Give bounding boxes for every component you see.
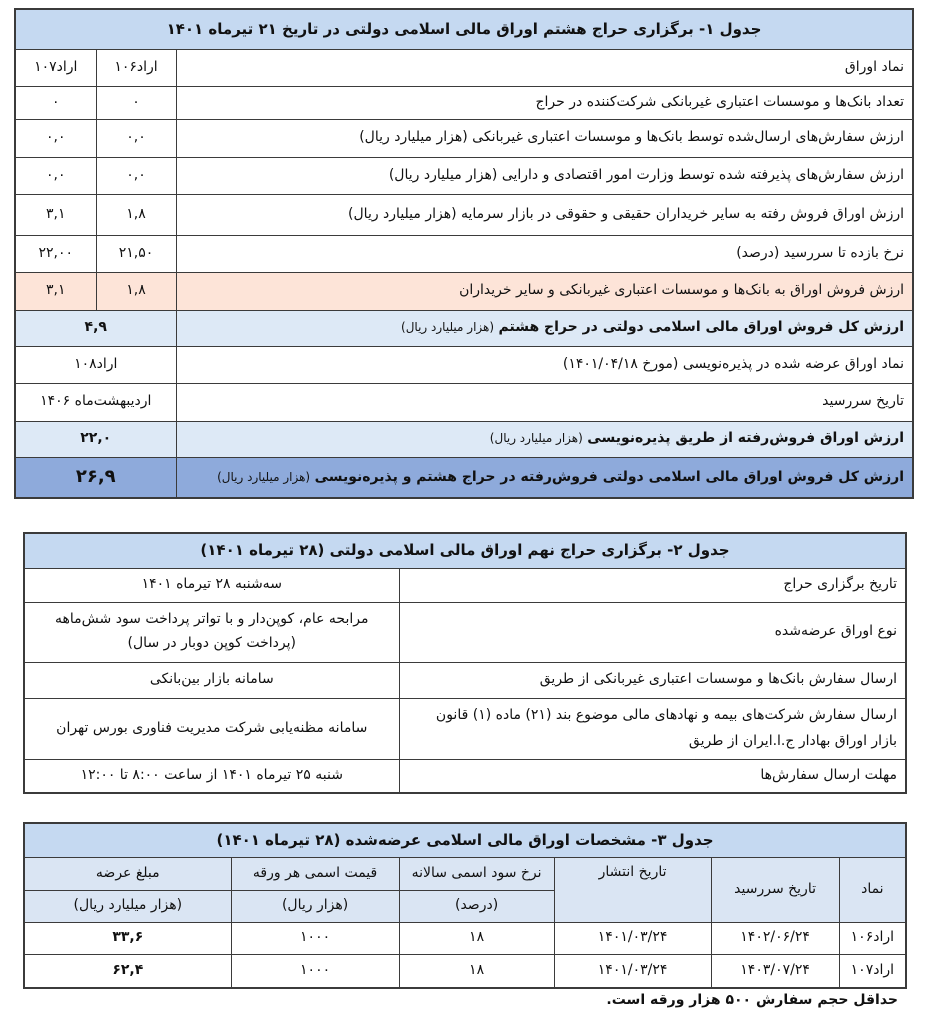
cell-face-value: ۱۰۰۰ bbox=[231, 954, 399, 988]
row-label: ارزش اوراق فروش‌رفته از طریق پذیره‌نویسی bbox=[587, 430, 904, 447]
cell-amount: ۳۳,۶ bbox=[24, 922, 231, 954]
cell-face-value: ۱۰۰۰ bbox=[231, 922, 399, 954]
row-label: تاریخ برگزاری حراج bbox=[399, 568, 906, 602]
cell-rate: ۱۸ bbox=[399, 954, 554, 988]
row-label: نماد اوراق bbox=[176, 49, 913, 86]
grand-total-value: ۲۶,۹ bbox=[15, 457, 176, 498]
row-label: ارسال سفارش بانک‌ها و موسسات اعتباری غیربانکی از طریق bbox=[399, 662, 906, 698]
cell-value: ۰,۰ bbox=[15, 119, 96, 157]
underwriting-sales-row bbox=[15, 421, 913, 457]
table-title: جدول ۱- برگزاری حراج هشتم اوراق مالی اسلامی دولتی در تاریخ ۲۱ تیرماه ۱۴۰۱ bbox=[15, 9, 913, 49]
cell-value: شنبه ۲۵ تیرماه ۱۴۰۱ از ساعت ۸:۰۰ تا ۱۲:۰۰ bbox=[24, 759, 399, 793]
cell-value: ۰ bbox=[96, 86, 176, 119]
row-label: تعداد بانک‌ها و موسسات اعتباری غیربانکی شرکت‌کننده در حراج bbox=[176, 86, 913, 119]
unit-label: (هزار میلیارد ریال) bbox=[401, 320, 495, 335]
cell-value: ۰,۰ bbox=[96, 157, 176, 194]
header-rate-unit: (درصد) bbox=[399, 890, 554, 922]
table-row bbox=[15, 119, 913, 157]
table-row bbox=[24, 759, 906, 793]
cell-value: ۱,۸ bbox=[96, 194, 176, 235]
cell-value: ۲۲,۰۰ bbox=[15, 235, 96, 272]
header-symbol: نماد bbox=[839, 857, 906, 922]
row-label: تاریخ سررسید bbox=[176, 383, 913, 421]
table-row bbox=[15, 235, 913, 272]
header-amount: مبلغ عرضه bbox=[24, 857, 231, 890]
table-row bbox=[24, 954, 906, 988]
row-label: نرخ بازده تا سررسید (درصد) bbox=[176, 235, 913, 272]
table-row bbox=[24, 662, 906, 698]
row-label: ارزش سفارش‌های ارسال‌شده توسط بانک‌ها و موسسات اعتباری غیربانکی (هزار میلیارد ریال) bbox=[176, 119, 913, 157]
row-label: مهلت ارسال سفارش‌ها bbox=[399, 759, 906, 793]
row-label: ارزش فروش اوراق به بانک‌ها و موسسات اعتباری غیربانکی و سایر خریداران bbox=[176, 272, 913, 310]
row-label: نماد اوراق عرضه شده در پذیره‌نویسی (مورخ ۱۴۰۱/۰۴/۱۸) bbox=[176, 346, 913, 383]
row-label: ارزش کل فروش اوراق مالی اسلامی دولتی در حراج هشتم bbox=[498, 319, 904, 336]
cell-value: مرابحه عام، کوپن‌دار و با تواتر پرداخت سود شش‌ماهه bbox=[55, 611, 369, 628]
table-row bbox=[24, 568, 906, 602]
cell-value: ۰ bbox=[15, 86, 96, 119]
table-row bbox=[24, 602, 906, 662]
row-label: ارزش اوراق فروش رفته به سایر خریداران حقیقی و حقوقی در بازار سرمایه (هزار میلیارد ریال) bbox=[176, 194, 913, 235]
cell-value: ۱,۸ bbox=[96, 272, 176, 310]
cell-value: اراد۱۰۷ bbox=[15, 49, 96, 86]
table-row bbox=[15, 49, 913, 86]
cell-maturity: ۱۴۰۲/۰۶/۲۴ bbox=[711, 922, 839, 954]
cell-rate: ۱۸ bbox=[399, 922, 554, 954]
total-auction-row bbox=[15, 310, 913, 346]
cell-value: سامانه بازار بین‌بانکی bbox=[24, 662, 399, 698]
total-value: ۲۲,۰ bbox=[15, 421, 176, 457]
cell-amount: ۶۲,۴ bbox=[24, 954, 231, 988]
table-eighth-auction bbox=[14, 8, 914, 499]
cell-value: سامانه مظنه‌یابی شرکت مدیریت فناوری بورس تهران bbox=[24, 698, 399, 759]
table-row bbox=[15, 194, 913, 235]
header-amount-unit: (هزار میلیارد ریال) bbox=[24, 890, 231, 922]
table-row-highlight bbox=[15, 272, 913, 310]
table-row bbox=[15, 86, 913, 119]
row-label: ارسال سفارش شرکت‌های بیمه و نهادهای مالی موضوع بند (۲۱) ماده (۱) قانون bbox=[435, 707, 897, 724]
header-issue-date: تاریخ انتشار bbox=[554, 857, 711, 922]
table-offered-securities bbox=[23, 822, 907, 989]
unit-label: (هزار میلیارد ریال) bbox=[489, 431, 583, 446]
table-row bbox=[15, 383, 913, 421]
row-label: ارزش سفارش‌های پذیرفته شده توسط وزارت امور اقتصادی و دارایی (هزار میلیارد ریال) bbox=[176, 157, 913, 194]
cell-value: سه‌شنبه ۲۸ تیرماه ۱۴۰۱ bbox=[24, 568, 399, 602]
cell-value: ۳,۱ bbox=[15, 272, 96, 310]
total-value: ۴,۹ bbox=[15, 310, 176, 346]
cell-issue-date: ۱۴۰۱/۰۳/۲۴ bbox=[554, 922, 711, 954]
header-face-unit: (هزار ریال) bbox=[231, 890, 399, 922]
cell-value: اردیبهشت‌ماه ۱۴۰۶ bbox=[15, 383, 176, 421]
cell-symbol: اراد۱۰۶ bbox=[839, 922, 906, 954]
row-label-line2: بازار اوراق بهادار ج.ا.ایران از طریق bbox=[688, 732, 897, 749]
table-row bbox=[24, 698, 906, 759]
table-row bbox=[15, 157, 913, 194]
row-label: ارزش کل فروش اوراق مالی اسلامی دولتی فروش‌رفته در حراج هشتم و پذیره‌نویسی bbox=[314, 468, 904, 485]
header-rate: نرخ سود اسمی سالانه bbox=[399, 857, 554, 890]
table-row bbox=[24, 922, 906, 954]
header-face-value: قیمت اسمی هر ورقه bbox=[231, 857, 399, 890]
cell-value: اراد۱۰۸ bbox=[15, 346, 176, 383]
table-title: جدول ۳- مشخصات اوراق مالی اسلامی عرضه‌شده (۲۸ تیرماه ۱۴۰۱) bbox=[24, 823, 906, 857]
cell-value: ۰,۰ bbox=[96, 119, 176, 157]
cell-value: اراد۱۰۶ bbox=[96, 49, 176, 86]
grand-total-row bbox=[15, 457, 913, 498]
cell-maturity: ۱۴۰۳/۰۷/۲۴ bbox=[711, 954, 839, 988]
cell-value-line2: (پرداخت کوپن دوبار در سال) bbox=[127, 635, 296, 651]
cell-value: ۳,۱ bbox=[15, 194, 96, 235]
cell-issue-date: ۱۴۰۱/۰۳/۲۴ bbox=[554, 954, 711, 988]
row-label: نوع اوراق عرضه‌شده bbox=[399, 602, 906, 662]
unit-label: (هزار میلیارد ریال) bbox=[217, 469, 311, 484]
cell-value: ۰,۰ bbox=[15, 157, 96, 194]
cell-value: ۲۱,۵۰ bbox=[96, 235, 176, 272]
cell-symbol: اراد۱۰۷ bbox=[839, 954, 906, 988]
header-maturity: تاریخ سررسید bbox=[711, 857, 839, 922]
table-ninth-auction bbox=[23, 532, 907, 794]
table-title: جدول ۲- برگزاری حراج نهم اوراق مالی اسلامی دولتی (۲۸ تیرماه ۱۴۰۱) bbox=[24, 533, 906, 568]
footnote: حداقل حجم سفارش ۵۰۰ هزار ورقه است. bbox=[606, 992, 898, 1008]
table-row bbox=[15, 346, 913, 383]
